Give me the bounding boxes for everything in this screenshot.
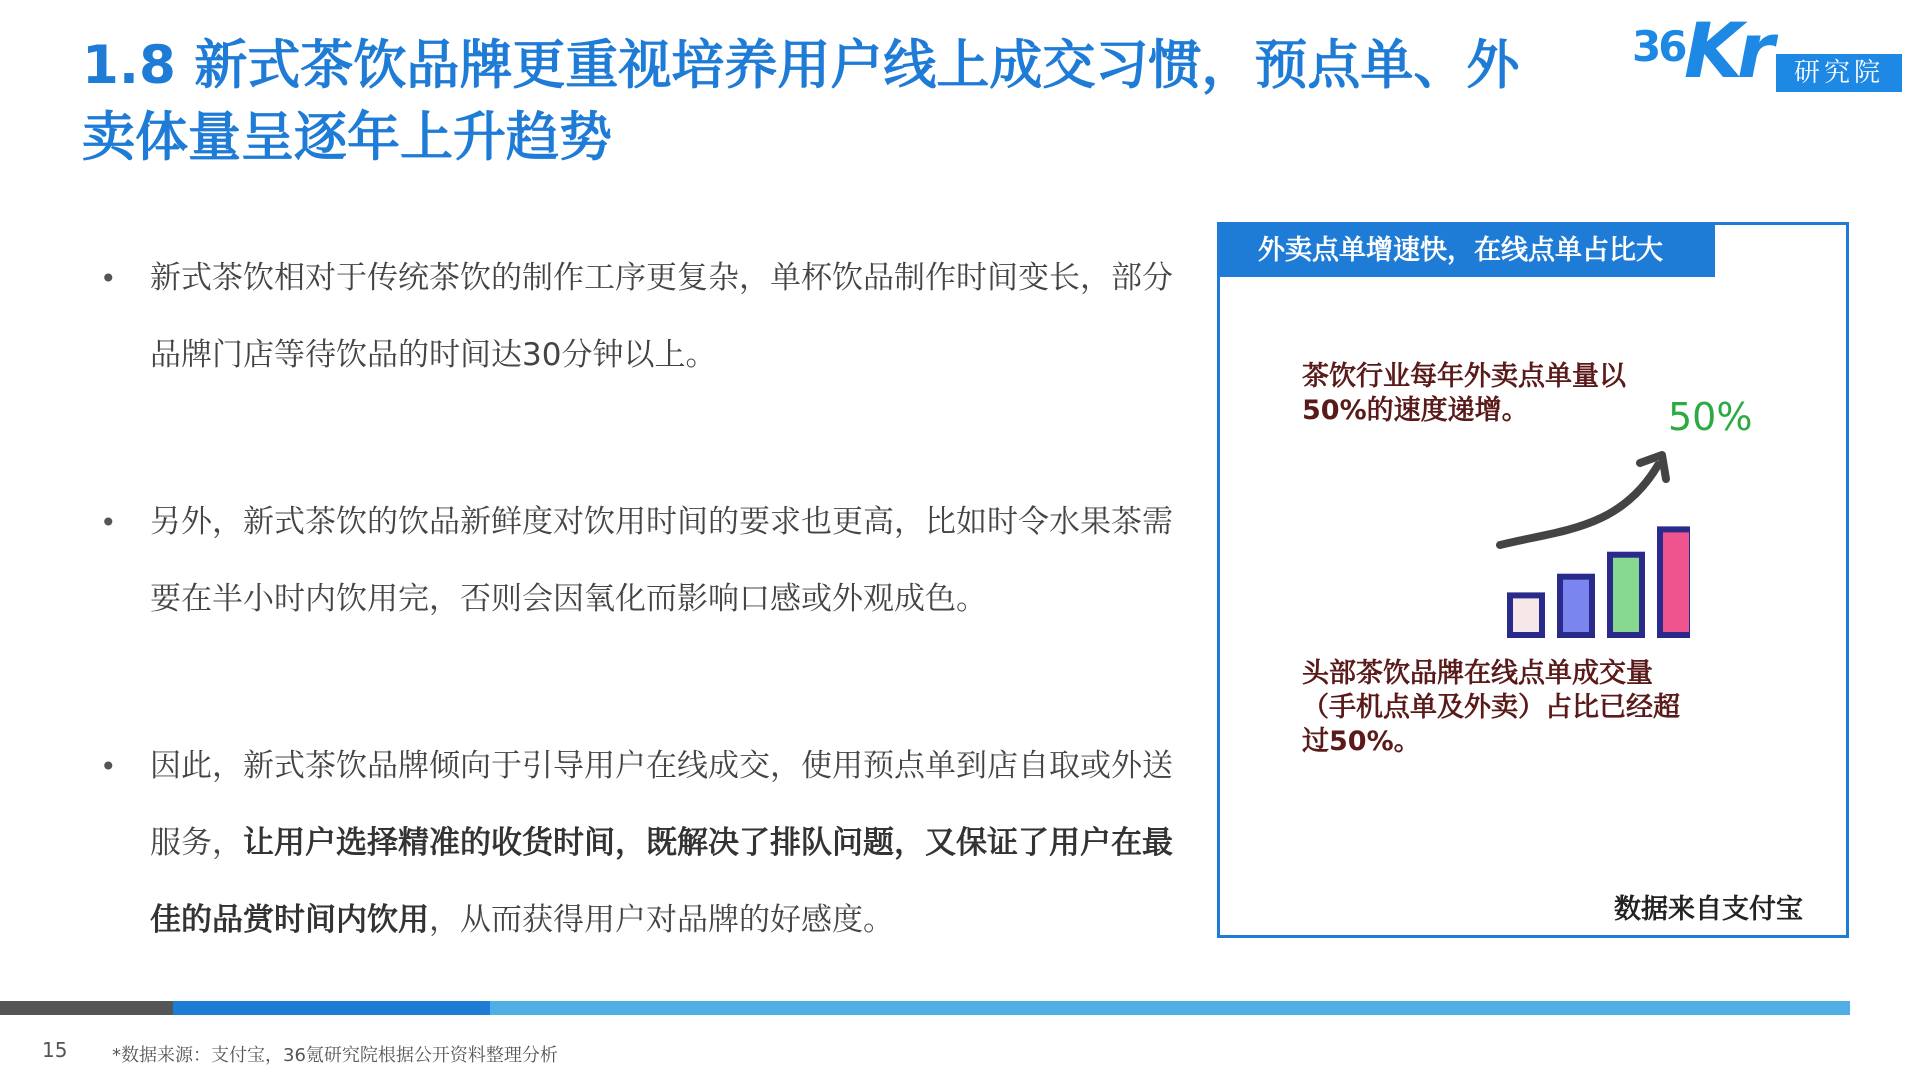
footnote-source: *数据来源：支付宝，36氪研究院根据公开资料整理分析 <box>112 1045 558 1066</box>
growth-bar-3 <box>1610 555 1642 635</box>
footer-bar-segment <box>490 1001 1850 1015</box>
bullet-item <box>100 240 1180 394</box>
bullet-text: 另外，新式茶饮的饮品新鲜度对饮用时间的要求也更高，比如时令水果茶需要在半小时内饮用完，否则会因氧化而影响口感或外观成色。 <box>150 504 1173 617</box>
growth-bar-2 <box>1560 577 1592 635</box>
panel-header: 外卖点单增速快，在线点单占比大 <box>1220 225 1715 277</box>
bullet-dot-icon: • <box>100 750 117 783</box>
bullet-text-plain: 因此，新式茶饮品牌倾向于引导用户在线成交，使用预点单到店自取或外送服务， <box>150 748 1173 861</box>
online-share-note: 头部茶饮品牌在线点单成交量（手机点单及外卖）占比已经超过50%。 <box>1302 658 1680 757</box>
growth-bar-1 <box>1510 595 1542 635</box>
bullet-text-bold: 让用户选择精准的收货时间，既解决了排队问题，又保证了用户在最佳的品赏时间内饮用 <box>150 825 1173 938</box>
bullet-dot-icon: • <box>100 262 117 295</box>
insight-panel <box>1217 222 1849 938</box>
logo-letters: Kr <box>1684 6 1769 95</box>
bullet-item <box>100 728 1180 959</box>
bullet-text-plain: ，从而获得用户对品牌的好感度。 <box>429 902 894 938</box>
bullet-item <box>100 484 1180 638</box>
bullet-list <box>100 240 1180 1049</box>
delivery-growth-note: 茶饮行业每年外卖点单量以50%的速度递增。 <box>1302 361 1626 426</box>
growth-label: 50% <box>1668 395 1753 439</box>
logo-number: 36 <box>1632 22 1685 71</box>
logo-badge: 研究院 <box>1776 54 1902 92</box>
bullet-text: 新式茶饮相对于传统茶饮的制作工序更复杂，单杯饮品制作时间变长，部分品牌门店等待饮品的时间达30分钟以上。 <box>150 260 1173 373</box>
bullet-dot-icon: • <box>100 506 117 539</box>
page-number: 15 <box>42 1038 68 1062</box>
footer-bar-segment <box>0 1001 173 1015</box>
growth-bar-4 <box>1660 529 1690 635</box>
36kr-logo <box>1632 6 1902 100</box>
growth-bars-icon <box>1490 435 1690 645</box>
growth-bars-group <box>1510 529 1690 635</box>
bullet-text <box>150 748 1173 938</box>
page-title: 1.8 新式茶饮品牌更重视培养用户线上成交习惯，预点单、外卖体量呈逐年上升趋势 <box>82 35 1520 168</box>
footer-bar-segment <box>173 1001 490 1015</box>
growth-arrow-icon <box>1500 465 1658 545</box>
panel-source: 数据来自支付宝 <box>1614 894 1803 925</box>
